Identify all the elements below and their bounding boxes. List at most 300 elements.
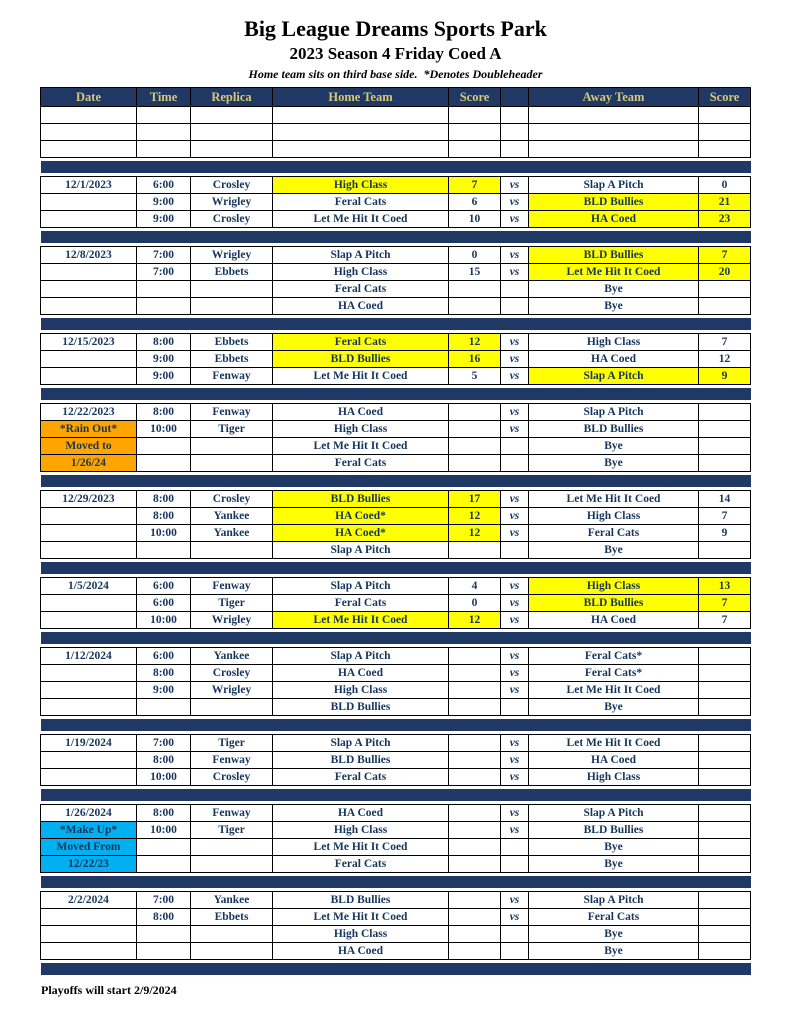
away-team-cell: Bye bbox=[529, 438, 699, 455]
game-row bbox=[41, 508, 751, 525]
vs-cell bbox=[501, 438, 529, 455]
home-score-cell: 7 bbox=[449, 177, 501, 194]
away-score-cell bbox=[699, 665, 751, 682]
away-score-cell bbox=[699, 752, 751, 769]
away-team-cell: Let Me Hit It Coed bbox=[529, 735, 699, 752]
vs-cell: vs bbox=[501, 595, 529, 612]
home-score-cell bbox=[449, 107, 501, 124]
home-score-cell: 0 bbox=[449, 595, 501, 612]
home-team-cell: High Class bbox=[273, 264, 449, 281]
away-team-cell: Bye bbox=[529, 699, 699, 716]
game-row bbox=[41, 542, 751, 559]
time-cell: 10:00 bbox=[137, 769, 191, 786]
game-row bbox=[41, 909, 751, 926]
away-team-cell: Slap A Pitch bbox=[529, 805, 699, 822]
away-score-cell bbox=[699, 699, 751, 716]
home-team-cell: Let Me Hit It Coed bbox=[273, 612, 449, 629]
time-cell: 6:00 bbox=[137, 648, 191, 665]
date-cell bbox=[41, 264, 137, 281]
away-team-cell: HA Coed bbox=[529, 211, 699, 228]
game-row bbox=[41, 334, 751, 351]
away-team-cell bbox=[529, 107, 699, 124]
separator-bar bbox=[41, 963, 751, 975]
away-score-cell bbox=[699, 404, 751, 421]
time-cell: 6:00 bbox=[137, 578, 191, 595]
separator-cell bbox=[41, 716, 751, 735]
time-cell: 7:00 bbox=[137, 247, 191, 264]
away-score-cell bbox=[699, 943, 751, 960]
time-cell bbox=[137, 107, 191, 124]
date-cell bbox=[41, 682, 137, 699]
home-score-cell bbox=[449, 735, 501, 752]
game-row bbox=[41, 455, 751, 472]
time-cell: 8:00 bbox=[137, 491, 191, 508]
blank-row bbox=[41, 141, 751, 158]
home-score-cell: 10 bbox=[449, 211, 501, 228]
away-team-cell: Bye bbox=[529, 856, 699, 873]
separator-cell bbox=[41, 472, 751, 491]
home-team-cell: Feral Cats bbox=[273, 281, 449, 298]
away-score-cell: 7 bbox=[699, 508, 751, 525]
date-cell bbox=[41, 926, 137, 943]
home-score-cell bbox=[449, 752, 501, 769]
away-score-cell bbox=[699, 822, 751, 839]
away-team-cell: Bye bbox=[529, 926, 699, 943]
separator-row bbox=[41, 786, 751, 805]
vs-cell: vs bbox=[501, 682, 529, 699]
schedule-page bbox=[0, 16, 791, 1024]
home-team-cell: BLD Bullies bbox=[273, 892, 449, 909]
vs-cell: vs bbox=[501, 909, 529, 926]
home-team-cell: HA Coed* bbox=[273, 525, 449, 542]
home-team-note: Home team sits on third base side. *Denotes Doubleheader bbox=[248, 67, 543, 81]
away-score-cell bbox=[699, 926, 751, 943]
replica-cell bbox=[191, 141, 273, 158]
time-cell: 8:00 bbox=[137, 334, 191, 351]
home-team-cell: HA Coed bbox=[273, 665, 449, 682]
date-cell bbox=[41, 595, 137, 612]
separator-cell bbox=[41, 158, 751, 177]
game-row bbox=[41, 404, 751, 421]
replica-cell bbox=[191, 438, 273, 455]
game-row bbox=[41, 648, 751, 665]
game-row bbox=[41, 943, 751, 960]
home-team-cell: Let Me Hit It Coed bbox=[273, 438, 449, 455]
away-team-cell: BLD Bullies bbox=[529, 194, 699, 211]
vs-cell bbox=[501, 943, 529, 960]
date-cell bbox=[41, 612, 137, 629]
date-cell: 12/22/23 bbox=[41, 856, 137, 873]
game-row bbox=[41, 595, 751, 612]
time-cell: 9:00 bbox=[137, 194, 191, 211]
game-row bbox=[41, 892, 751, 909]
schedule-table bbox=[40, 87, 751, 978]
home-team-cell bbox=[273, 107, 449, 124]
home-team-cell: Feral Cats bbox=[273, 455, 449, 472]
time-cell bbox=[137, 943, 191, 960]
separator-row bbox=[41, 873, 751, 892]
date-cell bbox=[41, 909, 137, 926]
date-cell: 12/22/2023 bbox=[41, 404, 137, 421]
separator-bar bbox=[41, 231, 751, 243]
away-team-cell: BLD Bullies bbox=[529, 247, 699, 264]
time-cell bbox=[137, 281, 191, 298]
date-cell bbox=[41, 508, 137, 525]
vs-cell bbox=[501, 926, 529, 943]
away-score-cell: 7 bbox=[699, 334, 751, 351]
home-score-cell: 17 bbox=[449, 491, 501, 508]
home-team-cell: Slap A Pitch bbox=[273, 735, 449, 752]
vs-cell: vs bbox=[501, 508, 529, 525]
away-team-cell: BLD Bullies bbox=[529, 421, 699, 438]
away-team-cell: Let Me Hit It Coed bbox=[529, 682, 699, 699]
time-cell: 10:00 bbox=[137, 822, 191, 839]
away-score-cell bbox=[699, 107, 751, 124]
home-team-cell bbox=[273, 124, 449, 141]
away-score-cell bbox=[699, 805, 751, 822]
game-row bbox=[41, 578, 751, 595]
time-cell bbox=[137, 856, 191, 873]
home-score-cell: 0 bbox=[449, 247, 501, 264]
vs-cell: vs bbox=[501, 892, 529, 909]
game-row bbox=[41, 769, 751, 786]
vs-cell: vs bbox=[501, 769, 529, 786]
home-score-cell bbox=[449, 822, 501, 839]
blank-row bbox=[41, 107, 751, 124]
away-team-cell: Slap A Pitch bbox=[529, 892, 699, 909]
home-score-cell: 5 bbox=[449, 368, 501, 385]
away-score-cell: 14 bbox=[699, 491, 751, 508]
game-row bbox=[41, 839, 751, 856]
game-row bbox=[41, 752, 751, 769]
time-cell bbox=[137, 542, 191, 559]
vs-cell bbox=[501, 298, 529, 315]
home-score-cell: 15 bbox=[449, 264, 501, 281]
home-team-cell: Slap A Pitch bbox=[273, 542, 449, 559]
separator-bar bbox=[41, 318, 751, 330]
vs-cell bbox=[501, 107, 529, 124]
vs-cell: vs bbox=[501, 805, 529, 822]
away-score-cell bbox=[699, 735, 751, 752]
away-score-cell bbox=[699, 648, 751, 665]
home-score-cell bbox=[449, 943, 501, 960]
away-score-cell bbox=[699, 769, 751, 786]
time-cell: 8:00 bbox=[137, 665, 191, 682]
separator-row bbox=[41, 716, 751, 735]
separator-row bbox=[41, 158, 751, 177]
date-cell: 1/26/2024 bbox=[41, 805, 137, 822]
home-team-cell: HA Coed bbox=[273, 404, 449, 421]
vs-cell: vs bbox=[501, 421, 529, 438]
game-row bbox=[41, 491, 751, 508]
away-team-cell: Bye bbox=[529, 455, 699, 472]
game-row bbox=[41, 211, 751, 228]
game-row bbox=[41, 682, 751, 699]
separator-bar bbox=[41, 161, 751, 173]
home-score-cell: 12 bbox=[449, 334, 501, 351]
separator-cell bbox=[41, 873, 751, 892]
date-cell: 12/1/2023 bbox=[41, 177, 137, 194]
game-row bbox=[41, 351, 751, 368]
game-row bbox=[41, 281, 751, 298]
vs-cell bbox=[501, 124, 529, 141]
date-cell: 12/29/2023 bbox=[41, 491, 137, 508]
home-score-cell bbox=[449, 404, 501, 421]
home-team-cell: Feral Cats bbox=[273, 595, 449, 612]
home-score-cell: 12 bbox=[449, 525, 501, 542]
replica-cell bbox=[191, 926, 273, 943]
separator-row bbox=[41, 385, 751, 404]
home-score-cell bbox=[449, 926, 501, 943]
separator-cell bbox=[41, 385, 751, 404]
vs-cell: vs bbox=[501, 351, 529, 368]
time-cell: 9:00 bbox=[137, 368, 191, 385]
replica-cell: Ebbets bbox=[191, 351, 273, 368]
replica-cell: Crosley bbox=[191, 211, 273, 228]
vs-cell bbox=[501, 839, 529, 856]
replica-cell: Crosley bbox=[191, 665, 273, 682]
separator-cell bbox=[41, 629, 751, 648]
time-cell bbox=[137, 124, 191, 141]
home-team-cell: Slap A Pitch bbox=[273, 247, 449, 264]
vs-cell bbox=[501, 856, 529, 873]
replica-cell: Tiger bbox=[191, 735, 273, 752]
vs-cell: vs bbox=[501, 177, 529, 194]
vs-cell bbox=[501, 455, 529, 472]
replica-cell bbox=[191, 281, 273, 298]
replica-cell: Ebbets bbox=[191, 909, 273, 926]
away-score-cell bbox=[699, 141, 751, 158]
separator-bar bbox=[41, 562, 751, 574]
game-row bbox=[41, 822, 751, 839]
replica-cell: Yankee bbox=[191, 525, 273, 542]
away-score-cell bbox=[699, 909, 751, 926]
date-cell: 1/12/2024 bbox=[41, 648, 137, 665]
away-team-cell bbox=[529, 141, 699, 158]
replica-cell bbox=[191, 298, 273, 315]
header-row bbox=[41, 88, 751, 107]
away-team-cell: Feral Cats bbox=[529, 525, 699, 542]
date-cell: 1/5/2024 bbox=[41, 578, 137, 595]
page-subtitle: 2023 Season 4 Friday Coed A bbox=[289, 44, 502, 63]
away-team-cell: Bye bbox=[529, 839, 699, 856]
col-header-away-score: Score bbox=[699, 88, 751, 107]
home-team-cell: BLD Bullies bbox=[273, 752, 449, 769]
home-team-cell: Let Me Hit It Coed bbox=[273, 909, 449, 926]
date-cell: Moved to bbox=[41, 438, 137, 455]
separator-row bbox=[41, 559, 751, 578]
date-cell bbox=[41, 141, 137, 158]
replica-cell: Tiger bbox=[191, 421, 273, 438]
away-team-cell: HA Coed bbox=[529, 752, 699, 769]
game-row bbox=[41, 264, 751, 281]
away-score-cell bbox=[699, 839, 751, 856]
game-row bbox=[41, 421, 751, 438]
time-cell: 8:00 bbox=[137, 752, 191, 769]
replica-cell: Crosley bbox=[191, 769, 273, 786]
away-score-cell: 12 bbox=[699, 351, 751, 368]
separator-row bbox=[41, 960, 751, 979]
away-score-cell bbox=[699, 281, 751, 298]
time-cell bbox=[137, 839, 191, 856]
game-row bbox=[41, 438, 751, 455]
time-cell: 10:00 bbox=[137, 421, 191, 438]
date-cell bbox=[41, 368, 137, 385]
date-cell bbox=[41, 124, 137, 141]
time-cell bbox=[137, 455, 191, 472]
replica-cell: Yankee bbox=[191, 892, 273, 909]
time-cell: 10:00 bbox=[137, 525, 191, 542]
time-cell bbox=[137, 298, 191, 315]
time-cell: 10:00 bbox=[137, 612, 191, 629]
time-cell bbox=[137, 699, 191, 716]
away-score-cell bbox=[699, 438, 751, 455]
replica-cell bbox=[191, 699, 273, 716]
time-cell: 6:00 bbox=[137, 177, 191, 194]
vs-cell bbox=[501, 281, 529, 298]
game-row bbox=[41, 177, 751, 194]
home-score-cell bbox=[449, 298, 501, 315]
vs-cell: vs bbox=[501, 578, 529, 595]
date-cell bbox=[41, 752, 137, 769]
home-team-cell: Slap A Pitch bbox=[273, 648, 449, 665]
home-score-cell bbox=[449, 769, 501, 786]
replica-cell: Yankee bbox=[191, 508, 273, 525]
game-row bbox=[41, 805, 751, 822]
home-score-cell bbox=[449, 839, 501, 856]
away-team-cell: High Class bbox=[529, 508, 699, 525]
time-cell: 9:00 bbox=[137, 211, 191, 228]
replica-cell: Tiger bbox=[191, 595, 273, 612]
away-team-cell: Feral Cats bbox=[529, 909, 699, 926]
game-row bbox=[41, 699, 751, 716]
home-score-cell bbox=[449, 124, 501, 141]
separator-bar bbox=[41, 475, 751, 487]
replica-cell: Tiger bbox=[191, 822, 273, 839]
vs-cell: vs bbox=[501, 194, 529, 211]
time-cell: 9:00 bbox=[137, 682, 191, 699]
game-row bbox=[41, 247, 751, 264]
home-score-cell: 6 bbox=[449, 194, 501, 211]
separator-bar bbox=[41, 388, 751, 400]
date-cell: *Make Up* bbox=[41, 822, 137, 839]
date-cell bbox=[41, 943, 137, 960]
separator-cell bbox=[41, 228, 751, 247]
replica-cell: Wrigley bbox=[191, 612, 273, 629]
away-team-cell: Slap A Pitch bbox=[529, 368, 699, 385]
game-row bbox=[41, 368, 751, 385]
home-team-cell: Let Me Hit It Coed bbox=[273, 839, 449, 856]
separator-bar bbox=[41, 789, 751, 801]
date-cell bbox=[41, 298, 137, 315]
home-team-cell: High Class bbox=[273, 177, 449, 194]
away-score-cell: 9 bbox=[699, 525, 751, 542]
away-score-cell: 20 bbox=[699, 264, 751, 281]
time-cell: 8:00 bbox=[137, 508, 191, 525]
separator-row bbox=[41, 472, 751, 491]
away-team-cell: HA Coed bbox=[529, 351, 699, 368]
home-team-cell: HA Coed bbox=[273, 298, 449, 315]
replica-cell bbox=[191, 943, 273, 960]
away-team-cell: High Class bbox=[529, 578, 699, 595]
away-score-cell bbox=[699, 682, 751, 699]
date-cell: *Rain Out* bbox=[41, 421, 137, 438]
home-team-cell: Feral Cats bbox=[273, 856, 449, 873]
vs-cell: vs bbox=[501, 491, 529, 508]
away-score-cell bbox=[699, 298, 751, 315]
home-team-cell: Feral Cats bbox=[273, 334, 449, 351]
separator-bar bbox=[41, 719, 751, 731]
away-score-cell: 0 bbox=[699, 177, 751, 194]
away-score-cell: 9 bbox=[699, 368, 751, 385]
time-cell bbox=[137, 438, 191, 455]
away-score-cell bbox=[699, 124, 751, 141]
vs-cell: vs bbox=[501, 612, 529, 629]
home-score-cell: 4 bbox=[449, 578, 501, 595]
away-team-cell: BLD Bullies bbox=[529, 595, 699, 612]
vs-cell: vs bbox=[501, 822, 529, 839]
away-team-cell: Slap A Pitch bbox=[529, 177, 699, 194]
date-cell: 1/26/24 bbox=[41, 455, 137, 472]
time-cell: 8:00 bbox=[137, 909, 191, 926]
home-team-cell: BLD Bullies bbox=[273, 351, 449, 368]
home-score-cell bbox=[449, 648, 501, 665]
separator-cell bbox=[41, 786, 751, 805]
vs-cell: vs bbox=[501, 334, 529, 351]
replica-cell: Ebbets bbox=[191, 334, 273, 351]
away-team-cell: HA Coed bbox=[529, 612, 699, 629]
vs-cell: vs bbox=[501, 752, 529, 769]
replica-cell: Yankee bbox=[191, 648, 273, 665]
separator-row bbox=[41, 629, 751, 648]
home-score-cell: 16 bbox=[449, 351, 501, 368]
vs-cell: vs bbox=[501, 211, 529, 228]
away-team-cell bbox=[529, 124, 699, 141]
separator-bar bbox=[41, 876, 751, 888]
home-score-cell bbox=[449, 699, 501, 716]
home-score-cell bbox=[449, 856, 501, 873]
separator-bar bbox=[41, 632, 751, 644]
home-score-cell bbox=[449, 438, 501, 455]
away-team-cell: High Class bbox=[529, 769, 699, 786]
home-team-cell: HA Coed bbox=[273, 805, 449, 822]
vs-cell: vs bbox=[501, 525, 529, 542]
date-cell: 2/2/2024 bbox=[41, 892, 137, 909]
vs-cell: vs bbox=[501, 264, 529, 281]
home-team-cell: Let Me Hit It Coed bbox=[273, 211, 449, 228]
home-team-cell: High Class bbox=[273, 682, 449, 699]
away-score-cell: 21 bbox=[699, 194, 751, 211]
away-score-cell bbox=[699, 421, 751, 438]
home-score-cell bbox=[449, 909, 501, 926]
game-row bbox=[41, 926, 751, 943]
date-cell: 12/8/2023 bbox=[41, 247, 137, 264]
time-cell: 9:00 bbox=[137, 351, 191, 368]
schedule-table-body bbox=[41, 107, 751, 979]
time-cell: 7:00 bbox=[137, 264, 191, 281]
game-row bbox=[41, 665, 751, 682]
replica-cell bbox=[191, 107, 273, 124]
home-score-cell bbox=[449, 281, 501, 298]
away-team-cell: High Class bbox=[529, 334, 699, 351]
replica-cell bbox=[191, 124, 273, 141]
time-cell: 6:00 bbox=[137, 595, 191, 612]
col-header-vs bbox=[501, 88, 529, 107]
game-row bbox=[41, 194, 751, 211]
away-team-cell: Let Me Hit It Coed bbox=[529, 491, 699, 508]
home-team-cell bbox=[273, 141, 449, 158]
replica-cell bbox=[191, 856, 273, 873]
